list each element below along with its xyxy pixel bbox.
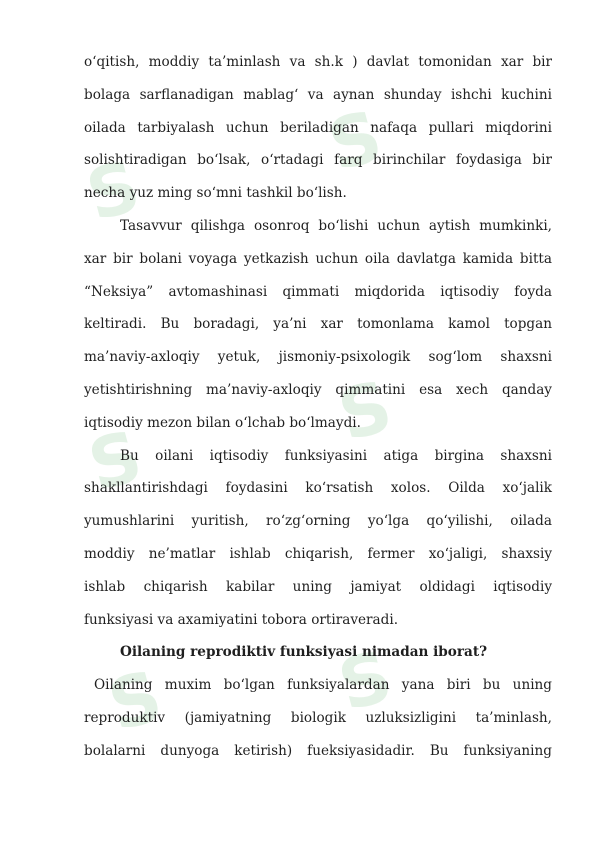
text-line: Bu oilani iqtisodiy funksiyasini atiga birgina shaxsni (120, 447, 552, 464)
paragraph-3 (84, 440, 552, 637)
text-line: reproduktiv (jamiyatning biologik uzluksizligini ta’minlash, (84, 709, 552, 726)
text-line: iqtisodiy mezon bilan o‘lchab bo‘lmaydi. (84, 414, 361, 431)
text-line: funksiyasi va axamiyatini tobora ortiraveradi. (84, 611, 399, 628)
text-line: keltiradi. Bu boradagi, ya’ni xar tomonlama kamol topgan (84, 316, 552, 333)
watermark-logo: S (330, 634, 401, 728)
text-line: moddiy ne’matlar ishlab chiqarish, fermer xo‘jaligi, shaxsiy (84, 545, 552, 562)
text-line: solishtiradigan bo‘lsak, o‘rtadagi farq birinchilar foydasiga bir (84, 152, 552, 169)
watermark-logo: S (80, 414, 151, 508)
text-line: yumushlarini yuritish, ro‘zg‘orning yo‘lga qo‘yilishi, oilada (84, 513, 552, 530)
text-line: ishlab chiqarish kabilar uning jamiyat oldidagi iqtisodiy (84, 578, 552, 595)
watermark-logo: S (78, 144, 149, 238)
paragraph-2 (84, 210, 552, 440)
paragraph-4 (84, 669, 552, 767)
paragraph-1 (84, 46, 552, 210)
text-line: ma’naviy-axloqiy yetuk, jismoniy-psixologik sog‘lom shaxsni (84, 349, 552, 366)
watermark-logo: S (330, 364, 401, 458)
text-line: bolaga sarflanadigan mablag‘ va aynan shunday ishchi kuchini (84, 86, 552, 103)
watermark-logo: S (320, 94, 391, 188)
text-line: oilada tarbiyalash uchun beriladigan nafaqa pullari miqdorini (84, 119, 552, 136)
text-line: necha yuz ming so‘mni tashkil bo‘lish. (84, 185, 347, 202)
section-heading: Oilaning reprodiktiv funksiyasi nimadan iborat? (120, 644, 488, 661)
watermark-logo: S (100, 654, 171, 748)
text-line: shakllantirishdagi foydasini ko‘rsatish xolos. Oilda xo‘jalik (84, 480, 552, 497)
document-page (84, 46, 552, 768)
text-line: xar bir bolani voyaga yetkazish uchun oila davlatga kamida bitta (84, 250, 552, 267)
text-line: “Neksiya” avtomashinasi qimmati miqdorida iqtisodiy foyda (84, 283, 552, 300)
text-line: Oilaning muxim bo‘lgan funksiyalardan yana biri bu uning (94, 677, 552, 694)
text-line: yetishtirishning ma’naviy-axloqiy qimmatini esa xech qanday (84, 381, 552, 398)
text-line: Tasavvur qilishga osonroq bo‘lishi uchun aytish mumkinki, (120, 217, 552, 234)
text-line: o‘qitish, moddiy ta’minlash va sh.k ) davlat tomonidan xar bir (84, 54, 552, 70)
text-line: bolalarni dunyoga ketirish) fueksiyasidadir. Bu funksiyaning (84, 742, 552, 759)
